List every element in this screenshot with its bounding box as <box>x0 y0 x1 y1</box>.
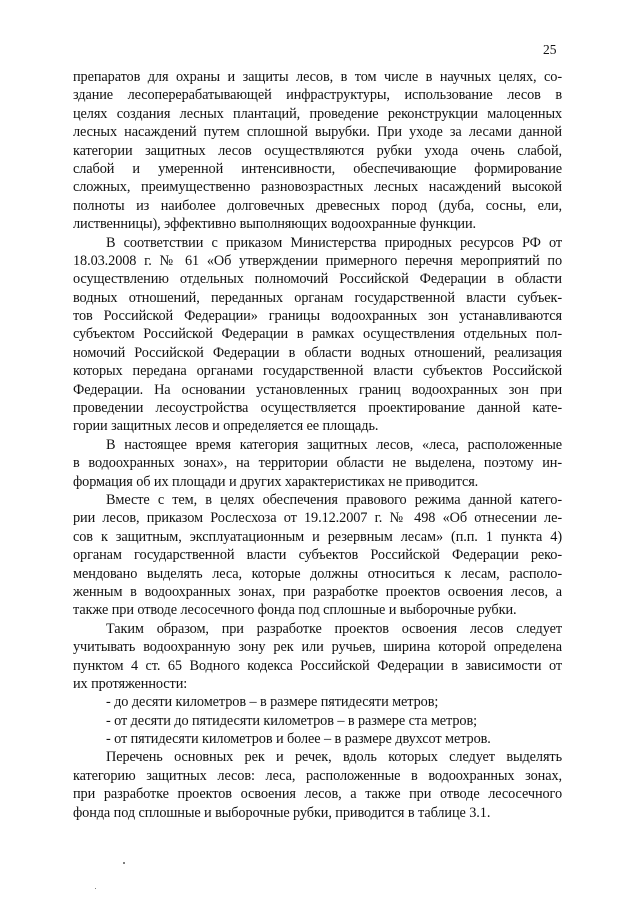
scan-speck <box>123 862 125 864</box>
text-line: мендовано выделять леса, которые должны относиться к лесам, располо- <box>73 565 562 582</box>
body-text <box>73 68 562 822</box>
text-line: женным в водоохранных зонах, при разработке проектов освоения лесов, а <box>73 583 562 600</box>
text-line: Федерации. На основании установленных границ водоохранных зон при <box>73 381 562 398</box>
text-line: В соответствии с приказом Министерства природных ресурсов РФ от <box>106 234 562 251</box>
text-line: формация об их площади и других характеристиках не приводится. <box>73 473 479 490</box>
text-line: субъектом Российской Федерации в рамках осуществления отдельных пол- <box>73 326 562 343</box>
text-line: также при отводе лесосечного фонда под сплошные и выборочные рубки. <box>73 602 517 619</box>
text-line: их протяженности: <box>73 675 188 692</box>
page-number: 25 <box>543 42 557 57</box>
text-line: Таким образом, при разработке проектов освоения лесов следует <box>106 620 562 637</box>
text-line: полноты из наиболее долговечных древесных пород (дуба, сосны, ели, <box>73 197 562 214</box>
text-line: слабой и умеренной интенсивности, обеспечивающие формирование <box>73 160 562 177</box>
text-line: учитывать водоохранную зону рек или ручьев, ширина которой определена <box>73 639 562 656</box>
text-line: водных отношений, переданных органам государственной власти субъек- <box>73 289 562 306</box>
text-line: целях создания лесных плантаций, проведение реконструкции малоценных <box>73 105 562 122</box>
text-line: лесных насаждений путем сплошной вырубки. При уходе за лесами данной <box>73 124 562 141</box>
text-line: рии лесов, приказом Рослесхоза от 19.12.2007 г. № 498 «Об отнесении ле- <box>73 510 562 527</box>
text-line: здание лесоперерабатывающей инфраструктуры, использование лесов в <box>73 87 562 104</box>
text-line: тов Российской Федерации» границы водоохранных зон устанавливаются <box>73 308 562 325</box>
text-line: фонда под сплошные и выборочные рубки, приводится в таблице 3.1. <box>73 804 491 821</box>
text-line: категорию защитных лесов: леса, расположенные в водоохранных зонах, <box>73 767 562 784</box>
text-line: пунктом 4 ст. 65 Водного кодекса Российской Федерации в зависимости от <box>73 657 562 674</box>
text-line: органам государственной власти субъектов Российской Федерации реко- <box>73 547 562 564</box>
text-line: категории защитных лесов осуществляются рубки ухода очень слабой, <box>73 142 562 159</box>
text-line: номочий Российской Федерации в области водных отношений, реализация <box>73 344 562 361</box>
text-line: препаратов для охраны и защиты лесов, в том числе в научных целях, со- <box>73 69 562 85</box>
list-item: - от пятидесяти километров и более – в размере двухсот метров. <box>106 731 491 748</box>
text-line: лиственницы), эффективно выполняющих водоохранные функции. <box>73 216 476 233</box>
scan-speck <box>95 888 96 889</box>
text-line: осуществлению отдельных полномочий Российской Федерации в области <box>73 271 562 288</box>
text-line: В настоящее время категория защитных лесов, «леса, расположенные <box>106 436 562 453</box>
text-line: Перечень основных рек и речек, вдоль которых следует выделять <box>106 749 562 766</box>
text-line: при разработке проектов освоения лесов, а также при отводе лесосечного <box>73 786 562 803</box>
list-item: - до десяти километров – в размере пятидесяти метров; <box>106 694 439 711</box>
text-line: гории защитных лесов и определяется ее площадь. <box>73 418 379 435</box>
text-line: сов к защитным, эксплуатационным и резервным лесам» (п.п. 1 пункта 4) <box>73 528 562 545</box>
text-line: Вместе с тем, в целях обеспечения правового режима данной катего- <box>106 491 562 508</box>
list-item: - от десяти до пятидесяти километров – в размере ста метров; <box>106 712 477 729</box>
text-line: проведении лесоустройства осуществляется проектирование данной кате- <box>73 400 562 417</box>
text-line: 18.03.2008 г. № 61 «Об утверждении примерного перечня мероприятий по <box>73 252 562 269</box>
text-line: которых передана органами государственной власти субъектов Российской <box>73 363 562 380</box>
text-line: сложных, преимущественно разновозрастных лесных насаждений высокой <box>73 179 562 196</box>
text-line: в водоохранных зонах», на территории области не выделена, поэтому ин- <box>73 455 562 472</box>
